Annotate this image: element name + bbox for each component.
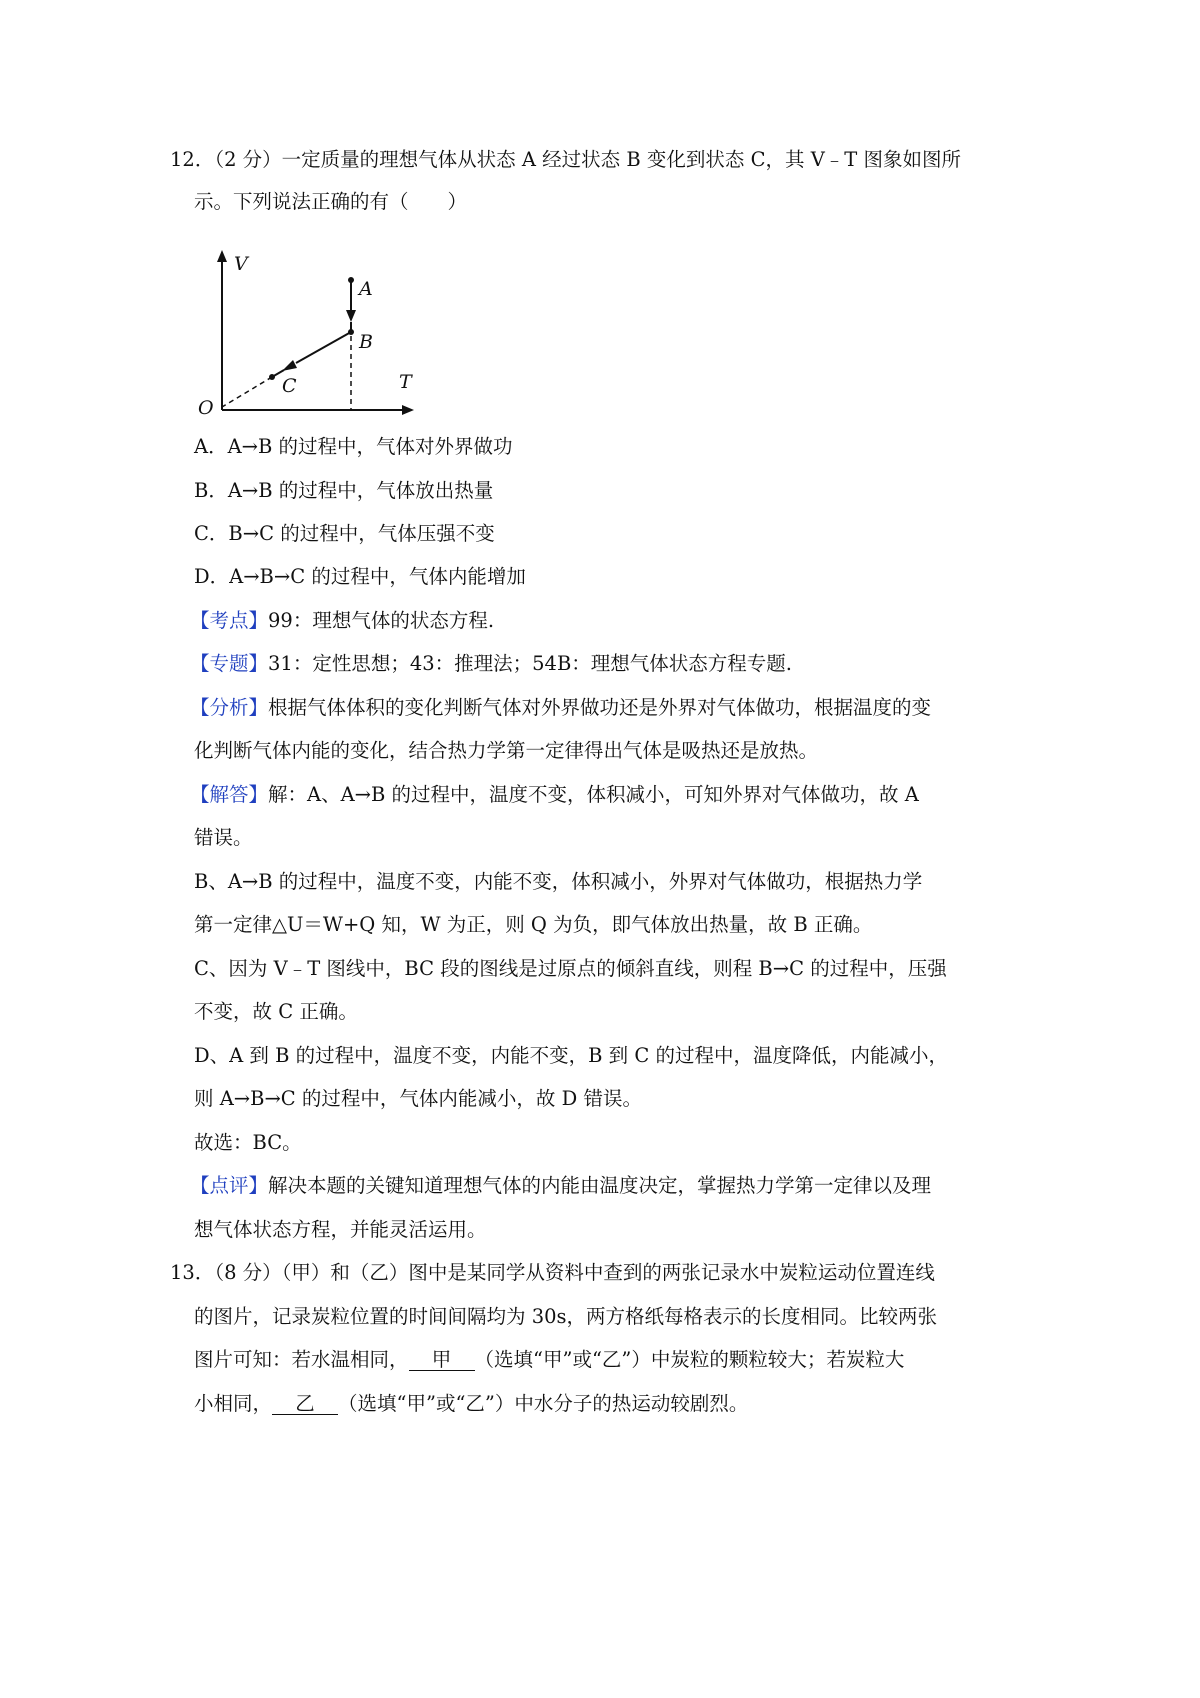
extension-to-origin bbox=[222, 377, 272, 407]
q13-line-4-pre: 小相同， bbox=[194, 1392, 273, 1415]
point-a bbox=[348, 277, 354, 283]
kaodian-line bbox=[190, 611, 494, 631]
zhuanti-tag: 【专题】 bbox=[190, 652, 269, 675]
jieda-text-1: 解：A、A→B 的过程中，温度不变，体积减小，可知外界对气体做功，故 A bbox=[268, 783, 919, 806]
kaodian-text: 99：理想气体的状态方程. bbox=[268, 609, 495, 632]
v-axis-arrow bbox=[217, 250, 227, 262]
q12-stem-line-2: 示。下列说法正确的有（ ） bbox=[194, 190, 468, 213]
answer-blank-2: 乙 bbox=[272, 1394, 338, 1415]
answer-blank-1: 甲 bbox=[409, 1350, 475, 1371]
q12-stem-line-1: 12．（2 分）一定质量的理想气体从状态 A 经过状态 B 变化到状态 C，其 V﹣T 图象如图所 bbox=[170, 148, 961, 171]
kaodian-tag: 【考点】 bbox=[190, 609, 269, 632]
label-o: O bbox=[198, 397, 214, 419]
jieda-line-3: B、A→B 的过程中，温度不变，内能不变，体积减小，外界对气体做功，根据热力学 bbox=[194, 870, 923, 893]
dianping-text-1: 解决本题的关键知道理想气体的内能由温度决定，掌握热力学第一定律以及理 bbox=[268, 1174, 932, 1197]
jieda-line-2: 错误。 bbox=[194, 826, 253, 849]
label-c: C bbox=[282, 375, 297, 397]
fenxi-line-2: 化判断气体内能的变化，结合热力学第一定律得出气体是吸热还是放热。 bbox=[194, 739, 819, 762]
fenxi-line-1 bbox=[190, 698, 931, 718]
jieda-line-1 bbox=[190, 785, 919, 805]
bc-segment bbox=[296, 332, 351, 363]
q13-line-3-post: （选填“甲”或“乙”）中炭粒的颗粒较大；若炭粒大 bbox=[474, 1348, 905, 1371]
ab-arrow bbox=[346, 310, 356, 322]
q12-option-c: C．B→C 的过程中，气体压强不变 bbox=[194, 522, 495, 545]
zhuanti-line bbox=[190, 654, 792, 674]
label-t: T bbox=[399, 371, 412, 393]
q13-line-3 bbox=[194, 1350, 904, 1371]
label-a: A bbox=[359, 278, 373, 300]
jieda-line-9: 故选：BC。 bbox=[194, 1131, 302, 1154]
dianping-line-2: 想气体状态方程，并能灵活运用。 bbox=[194, 1218, 487, 1241]
dianping-tag: 【点评】 bbox=[190, 1174, 269, 1197]
bc-arrow bbox=[282, 360, 297, 371]
q13-line-1: 13．（8 分）（甲）和（乙）图中是某同学从资料中查到的两张记录水中炭粒运动位置连线 bbox=[170, 1261, 935, 1284]
label-b: B bbox=[359, 331, 373, 353]
jieda-line-5: C、因为 V﹣T 图线中，BC 段的图线是过原点的倾斜直线，则程 B→C 的过程中，压强 bbox=[194, 957, 947, 980]
zhuanti-text: 31：定性思想；43：推理法；54B：理想气体状态方程专题. bbox=[268, 652, 792, 675]
vt-diagram bbox=[198, 250, 434, 420]
jieda-line-4: 第一定律△U＝W+Q 知，W 为正，则 Q 为负，即气体放出热量，故 B 正确。 bbox=[194, 913, 873, 936]
fenxi-tag: 【分析】 bbox=[190, 696, 269, 719]
q13-line-2: 的图片，记录炭粒位置的时间间隔均为 30s，两方格纸每格表示的长度相同。比较两张 bbox=[194, 1305, 938, 1328]
jieda-line-6: 不变，故 C 正确。 bbox=[194, 1000, 358, 1023]
q13-line-4-post: （选填“甲”或“乙”）中水分子的热运动较剧烈。 bbox=[338, 1392, 749, 1415]
fenxi-text-1: 根据气体体积的变化判断气体对外界做功还是外界对气体做功，根据温度的变 bbox=[268, 696, 932, 719]
dianping-line-1 bbox=[190, 1176, 931, 1196]
label-v: V bbox=[234, 253, 248, 275]
q13-line-4 bbox=[194, 1394, 748, 1415]
q12-option-d: D．A→B→C 的过程中，气体内能增加 bbox=[194, 565, 526, 588]
q12-option-a: A．A→B 的过程中，气体对外界做功 bbox=[194, 435, 513, 458]
jieda-line-8: 则 A→B→C 的过程中，气体内能减小，故 D 错误。 bbox=[194, 1087, 642, 1110]
jieda-line-7: D、A 到 B 的过程中，温度不变，内能不变，B 到 C 的过程中，温度降低，内能减小， bbox=[194, 1044, 948, 1067]
jieda-tag: 【解答】 bbox=[190, 783, 269, 806]
t-axis-arrow bbox=[402, 405, 414, 415]
q12-option-b: B．A→B 的过程中，气体放出热量 bbox=[194, 479, 494, 502]
q13-line-3-pre: 图片可知：若水温相同， bbox=[194, 1348, 409, 1371]
